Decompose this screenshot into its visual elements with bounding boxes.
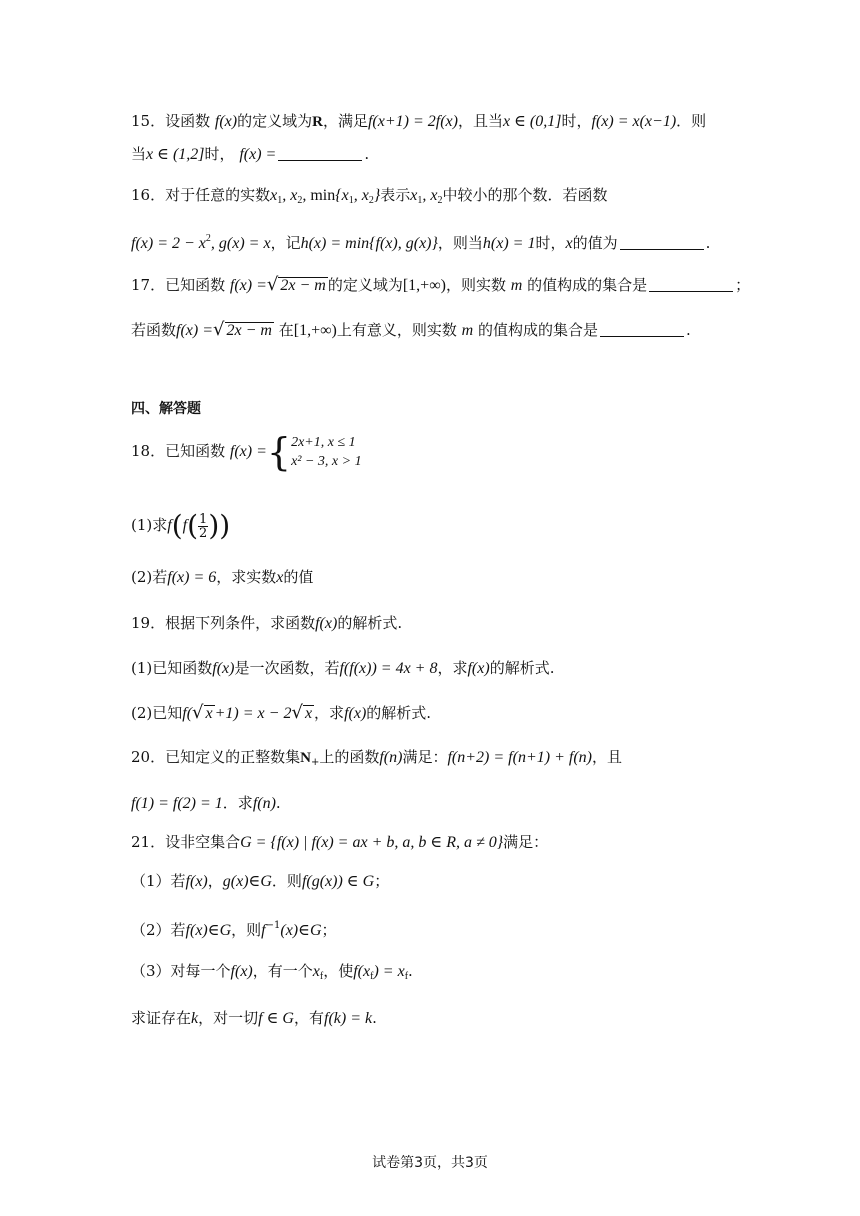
q15-R: R bbox=[312, 114, 323, 130]
q21-text2: 满足： bbox=[503, 833, 549, 851]
q18-case2: x² − 3, x > 1 bbox=[291, 454, 362, 469]
q18-part2-text: ，求实数 bbox=[216, 568, 277, 586]
q16-number: 16． bbox=[131, 186, 166, 204]
q15-text6: ．则 bbox=[676, 112, 707, 130]
q21-cond3-xsub: f bbox=[319, 971, 324, 982]
q21-cond3-text: ，有一个 bbox=[252, 962, 313, 980]
q19-part1-fx2: f(x) bbox=[467, 660, 490, 677]
q18-case1: 2x+1, x ≤ 1 bbox=[291, 435, 356, 450]
q15-number: 15． bbox=[131, 112, 166, 130]
q17-interval: [1,+∞) bbox=[402, 277, 446, 294]
q16-text4: ，记 bbox=[270, 234, 301, 252]
q21-cond1-text: ．则 bbox=[271, 872, 302, 890]
q19-part2-radicand: x bbox=[205, 705, 213, 722]
q19-part2-radicand2: x bbox=[304, 705, 313, 722]
q16-g: , g(x) = x bbox=[210, 235, 271, 252]
q15-line2-text2: 时， bbox=[204, 145, 235, 163]
q21-cond1-f: f(x) bbox=[185, 873, 208, 890]
q17-text: 已知函数 bbox=[165, 276, 226, 294]
q17-m2: m bbox=[461, 322, 474, 339]
q16-text5: ，则当 bbox=[437, 234, 483, 252]
q21-cond3-eqsub2: f bbox=[404, 971, 409, 982]
q18-part2-eq: f(x) = 6 bbox=[167, 569, 217, 586]
q16-line1 bbox=[131, 184, 607, 212]
q18-brace: { bbox=[266, 430, 292, 474]
q21-cond2 bbox=[131, 915, 337, 942]
q21-cond1-end: ； bbox=[374, 872, 390, 890]
q21-cond1-result: f(g(x)) ∈ G bbox=[301, 873, 375, 890]
q18-part2-x: x bbox=[276, 569, 284, 586]
q21-cond3-eqsub: f bbox=[370, 971, 374, 982]
q19-part2-label: (2)已知 bbox=[131, 704, 183, 722]
q21-cond2-end: ； bbox=[321, 921, 337, 939]
q16-text2: 表示 bbox=[380, 186, 411, 204]
q16-text7: 的值为 bbox=[572, 234, 618, 252]
q20-recurrence: f(n+2) = f(n+1) + f(n) bbox=[447, 749, 592, 766]
q16-x: x bbox=[565, 235, 573, 252]
q21-concl-text3: ，有 bbox=[293, 1009, 324, 1027]
q21-line1 bbox=[131, 831, 548, 854]
q17-line2-text4: 的值构成的集合是 bbox=[477, 321, 598, 339]
q19-part1 bbox=[131, 657, 554, 680]
q16-min: min bbox=[310, 187, 336, 204]
q16-line2 bbox=[131, 228, 710, 255]
q18-line1 bbox=[131, 430, 362, 474]
q19-text2: 的解析式. bbox=[337, 614, 403, 632]
q21-cond1-label: （1）若 bbox=[131, 872, 186, 890]
q18-cases bbox=[291, 433, 362, 471]
q20-N: N bbox=[300, 750, 311, 766]
q16-vars: $x_1$, $x_2$, $\min\{x_1$, $x_2$} bbox=[270, 187, 381, 206]
q17-line2-text: 若函数 bbox=[131, 321, 177, 339]
q17-text2: 的定义域为 bbox=[327, 276, 403, 294]
q21-cond3-eq: f(x bbox=[353, 963, 371, 980]
section-heading: 四、解答题 bbox=[131, 401, 201, 417]
q21-text: 设非空集合 bbox=[165, 833, 241, 851]
q19-part2: (2)已知f(√ x +1) = x − 2√ x ，求f(x)的解析式. bbox=[131, 702, 432, 723]
q18-number: 18． bbox=[131, 442, 166, 460]
q20-text: 已知定义的正整数集 bbox=[165, 748, 301, 766]
q15-line1 bbox=[131, 110, 706, 133]
q21-number: 21． bbox=[131, 833, 166, 851]
q16-h-eq: h(x) = 1 bbox=[482, 235, 536, 252]
q17-end: . bbox=[686, 321, 691, 339]
q17-answer-blank-2[interactable] bbox=[600, 322, 684, 337]
q21-cond2-finv: f bbox=[261, 922, 266, 939]
q19-number: 19． bbox=[131, 614, 166, 632]
q21-cond3-text2: ，使 bbox=[323, 962, 354, 980]
q17-line2-text3: 上有意义，则实数 bbox=[336, 321, 457, 339]
q21-cond3-f: f(x) bbox=[230, 963, 253, 980]
q19-line1 bbox=[131, 612, 402, 635]
q16-answer-blank[interactable] bbox=[620, 235, 704, 250]
q20-text3: 满足： bbox=[402, 748, 448, 766]
q17-line1: 17．已知函数 f(x) =√ 2x − m 的定义域为[1,+∞)，则实数 m 的值构成的集合是 ； bbox=[131, 274, 751, 295]
q18-fx: f(x) = bbox=[229, 443, 267, 460]
q21-conclusion bbox=[131, 1007, 377, 1030]
q18-part2-text2: 的值 bbox=[283, 568, 314, 586]
q21-cond2-label: （2）若 bbox=[131, 921, 186, 939]
q15-line2 bbox=[131, 143, 369, 166]
q17-text4: 的值构成的集合是 bbox=[527, 276, 648, 294]
q15-condition: f(x+1) = 2f(x) bbox=[367, 113, 458, 130]
q15-domain: x ∈ (0,1] bbox=[502, 113, 562, 130]
q15-text3: ，满足 bbox=[322, 112, 368, 130]
q21-cond2-f: f(x)∈G bbox=[185, 922, 232, 939]
q21-concl-text2: ，对一切 bbox=[198, 1009, 259, 1027]
q15-text5: 时， bbox=[561, 112, 592, 130]
q18-part2-label: (2)若 bbox=[131, 568, 168, 586]
q17-answer-blank-1[interactable] bbox=[649, 277, 733, 292]
q21-concl-end: . bbox=[372, 1009, 377, 1027]
q21-f-in-G: f ∈ G bbox=[258, 1010, 294, 1027]
q15-text4: ，且当 bbox=[457, 112, 503, 130]
q21-set-G: G = {f(x) | f(x) = ax + b, a, b ∈ R, a ≠ 0} bbox=[240, 834, 504, 851]
q19-part2-eq2: +1) = x − 2 bbox=[214, 705, 292, 722]
q17-fx2: f(x) = bbox=[176, 322, 214, 339]
q21-concl-text: 求证存在 bbox=[131, 1009, 192, 1027]
q21-cond3-x: x bbox=[312, 963, 320, 980]
q15-line2-text: 当 bbox=[131, 145, 147, 163]
q16-text: 对于任意的实数 bbox=[165, 186, 271, 204]
q19-part2-eq1: f( bbox=[182, 705, 193, 722]
q19-part2-text: ，求 bbox=[314, 704, 345, 722]
q19-part2-fx: f(x) bbox=[344, 705, 367, 722]
q15-text: 设函数 bbox=[165, 112, 211, 130]
q16-end: . bbox=[705, 234, 711, 252]
page-footer: 试卷第3页，共3页 bbox=[372, 1155, 488, 1171]
q16-text3: 中较小的那个数．若函数 bbox=[442, 186, 608, 204]
q20-line2 bbox=[131, 792, 281, 815]
q20-N-sub: + bbox=[310, 757, 320, 768]
q15-ask: f(x) = bbox=[239, 146, 277, 163]
q17-fx: f(x) = bbox=[229, 277, 267, 294]
q17-semi: ； bbox=[735, 276, 751, 294]
q16-h-def: h(x) = min{f(x), g(x)} bbox=[300, 235, 438, 252]
q18-part1: (1)求f(f( $\frac{1}{2}$ )) bbox=[131, 509, 231, 542]
q19-part1-eq: f(f(x)) = 4x + 8 bbox=[339, 660, 438, 677]
q18-f-outer: f bbox=[167, 517, 172, 534]
q17-radicand2: 2x − m bbox=[226, 322, 272, 339]
q15-text2: 的定义域为 bbox=[237, 112, 313, 130]
q18-part1-label: (1)求 bbox=[131, 516, 168, 534]
q20-end: . bbox=[275, 794, 281, 812]
q16-f: f(x) = 2 − x bbox=[131, 235, 206, 252]
q17-number: 17． bbox=[131, 276, 166, 294]
q20-initial: f(1) = f(2) = 1 bbox=[131, 795, 223, 812]
q16-f-def: $f(x) = 2 - x^2$, g(x) = x bbox=[131, 233, 271, 252]
q21-cond2-result: (x)∈G bbox=[280, 922, 322, 939]
q21-cond3-end: . bbox=[408, 962, 413, 980]
q18-f-inner: f bbox=[182, 517, 188, 534]
q15-end: . bbox=[364, 145, 370, 163]
q21-cond1 bbox=[131, 870, 389, 893]
q17-radicand: 2x − m bbox=[280, 277, 326, 294]
q17-line2: 若函数f(x) =√ 2x − m 在[1,+∞)上有意义，则实数 m 的值构成的集合是 . bbox=[131, 319, 691, 340]
q20-fn2: f(n) bbox=[252, 795, 276, 812]
q19-part1-label: (1)已知函数 bbox=[131, 659, 213, 677]
q18-frac-den: 2 bbox=[199, 525, 208, 541]
q19-part1-text2: ，求 bbox=[437, 659, 468, 677]
q17-m: m bbox=[510, 277, 523, 294]
q20-text5: ．求 bbox=[222, 794, 253, 812]
q16-vars2: $x_1$, $x_2$ bbox=[410, 187, 443, 206]
q21-cond3-eq2: ) = x bbox=[373, 963, 405, 980]
q19-fx: f(x) bbox=[315, 615, 338, 632]
q20-line1 bbox=[131, 746, 622, 774]
q15-answer-blank[interactable] bbox=[278, 146, 362, 161]
q19-part1-text3: 的解析式. bbox=[489, 659, 555, 677]
q21-fk: f(k) = k bbox=[324, 1010, 373, 1027]
q20-text2: 上的函数 bbox=[319, 748, 380, 766]
q17-line2-text2: 在 bbox=[278, 321, 294, 339]
q16-text6: 时， bbox=[535, 234, 566, 252]
q15-definition: f(x) = x(x−1) bbox=[591, 113, 677, 130]
q18-frac-num: 1 bbox=[199, 511, 208, 527]
q19-part1-text: 是一次函数，若 bbox=[234, 659, 340, 677]
q15-fx: f(x) bbox=[214, 113, 238, 130]
q20-fn: f(n) bbox=[379, 749, 403, 766]
q17-text3: ，则实数 bbox=[445, 276, 506, 294]
q19-part2-text2: 的解析式. bbox=[366, 704, 432, 722]
q18-part2 bbox=[131, 566, 313, 589]
q18-fraction bbox=[198, 513, 208, 540]
q15-domain2: x ∈ (1,2] bbox=[146, 146, 205, 163]
q21-k: k bbox=[191, 1010, 199, 1027]
q19-part1-fx: f(x) bbox=[212, 660, 235, 677]
q21-cond3 bbox=[131, 960, 413, 988]
q21-cond1-g: g(x)∈G bbox=[222, 873, 272, 890]
q20-text4: ，且 bbox=[591, 748, 622, 766]
q21-cond1-sep: ， bbox=[207, 872, 223, 890]
q17-interval2: [1,+∞) bbox=[293, 322, 337, 339]
q21-cond3-label: （3）对每一个 bbox=[131, 962, 231, 980]
q21-cond2-text: ，则 bbox=[231, 921, 262, 939]
q19-text: 根据下列条件，求函数 bbox=[165, 614, 316, 632]
q18-text: 已知函数 bbox=[165, 442, 226, 460]
q21-cond2-sup: −1 bbox=[265, 920, 281, 931]
q20-number: 20． bbox=[131, 748, 166, 766]
